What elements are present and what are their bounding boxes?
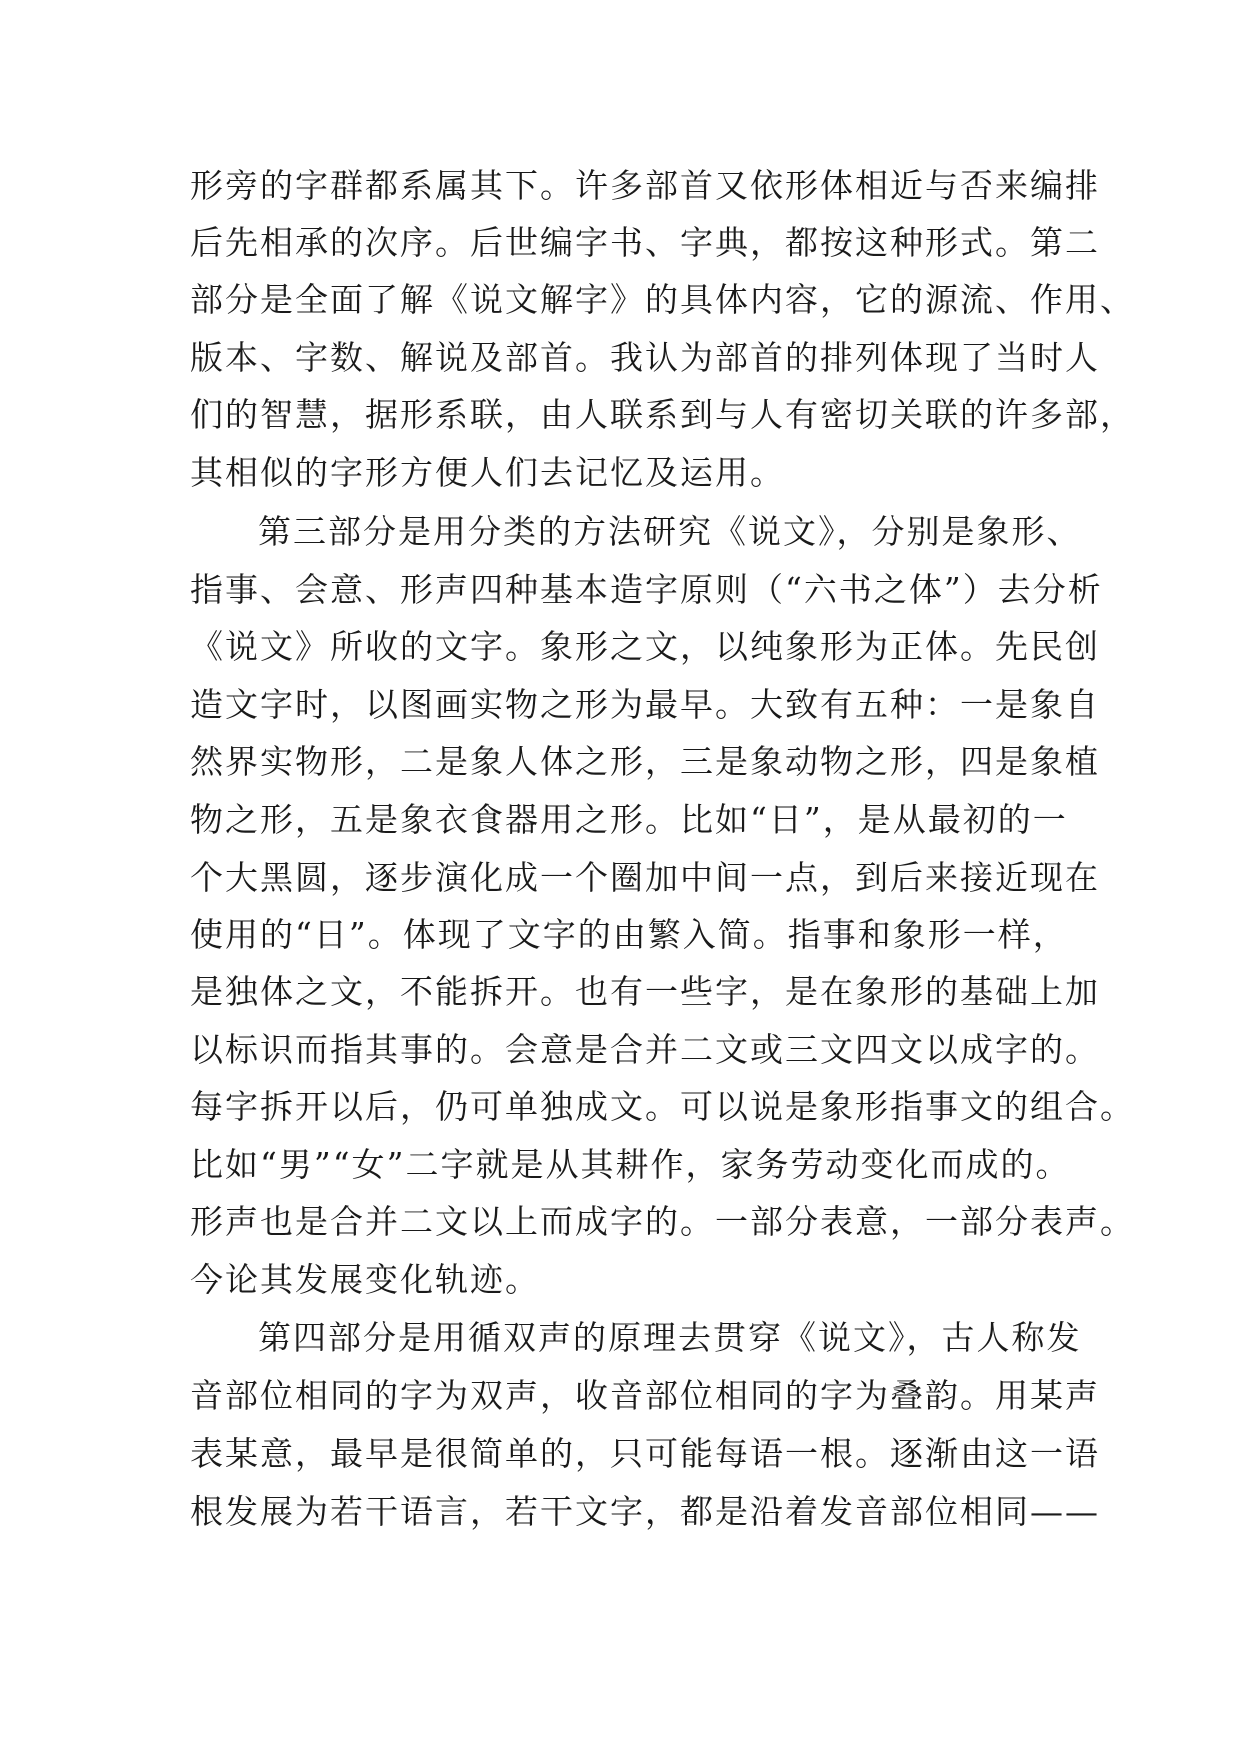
text-line: 今论其发展变化轨迹。 <box>190 1260 540 1299</box>
text-line: 指事、会意、形声四种基本造字原则（“六书之体”）去分析 <box>190 570 1103 609</box>
paragraph-first-line: 第四部分是用循双声的原理去贯穿《说文》，古人称发 <box>258 1318 1082 1357</box>
text-line: 部分是全面了解《说文解字》的具体内容，它的源流、作用、 <box>190 280 1135 319</box>
text-line: 使用的“日”。体现了文字的由繁入简。指事和象形一样， <box>190 915 1068 954</box>
text-line: 物之形，五是象衣食器用之形。比如“日”，是从最初的一 <box>190 800 1068 839</box>
paragraph-first-line: 第三部分是用分类的方法研究《说文》，分别是象形、 <box>258 512 1082 551</box>
text-line: 其相似的字形方便人们去记忆及运用。 <box>190 453 785 492</box>
text-line: 造文字时，以图画实物之形为最早。大致有五种：一是象自 <box>190 685 1100 724</box>
text-line: 每字拆开以后，仍可单独成文。可以说是象形指事文的组合。 <box>190 1087 1135 1126</box>
text-line: 以标识而指其事的。会意是合并二文或三文四文以成字的。 <box>190 1030 1100 1069</box>
text-line: 比如“男”“女”二字就是从其耕作，家务劳动变化而成的。 <box>190 1145 1071 1184</box>
text-line: 表某意，最早是很简单的，只可能每语一根。逐渐由这一语 <box>190 1434 1100 1473</box>
text-line: 音部位相同的字为双声，收音部位相同的字为叠韵。用某声 <box>190 1376 1100 1415</box>
text-line: 形旁的字群都系属其下。许多部首又依形体相近与否来编排 <box>190 166 1100 205</box>
text-line: 然界实物形，二是象人体之形，三是象动物之形，四是象植 <box>190 742 1100 781</box>
text-line: 个大黑圆，逐步演化成一个圈加中间一点，到后来接近现在 <box>190 858 1100 897</box>
text-line: 后先相承的次序。后世编字书、字典，都按这种形式。第二 <box>190 223 1100 262</box>
text-line: 根发展为若干语言，若干文字，都是沿着发音部位相同—— <box>190 1492 1100 1531</box>
text-line: 是独体之文，不能拆开。也有一些字，是在象形的基础上加 <box>190 972 1100 1011</box>
text-line: 形声也是合并二文以上而成字的。一部分表意，一部分表声。 <box>190 1202 1135 1241</box>
text-line: 们的智慧，据形系联，由人联系到与人有密切关联的许多部， <box>190 395 1135 434</box>
text-line: 《说文》所收的文字。象形之文，以纯象形为正体。先民创 <box>190 627 1100 666</box>
text-line: 版本、字数、解说及部首。我认为部首的排列体现了当时人 <box>190 338 1100 377</box>
